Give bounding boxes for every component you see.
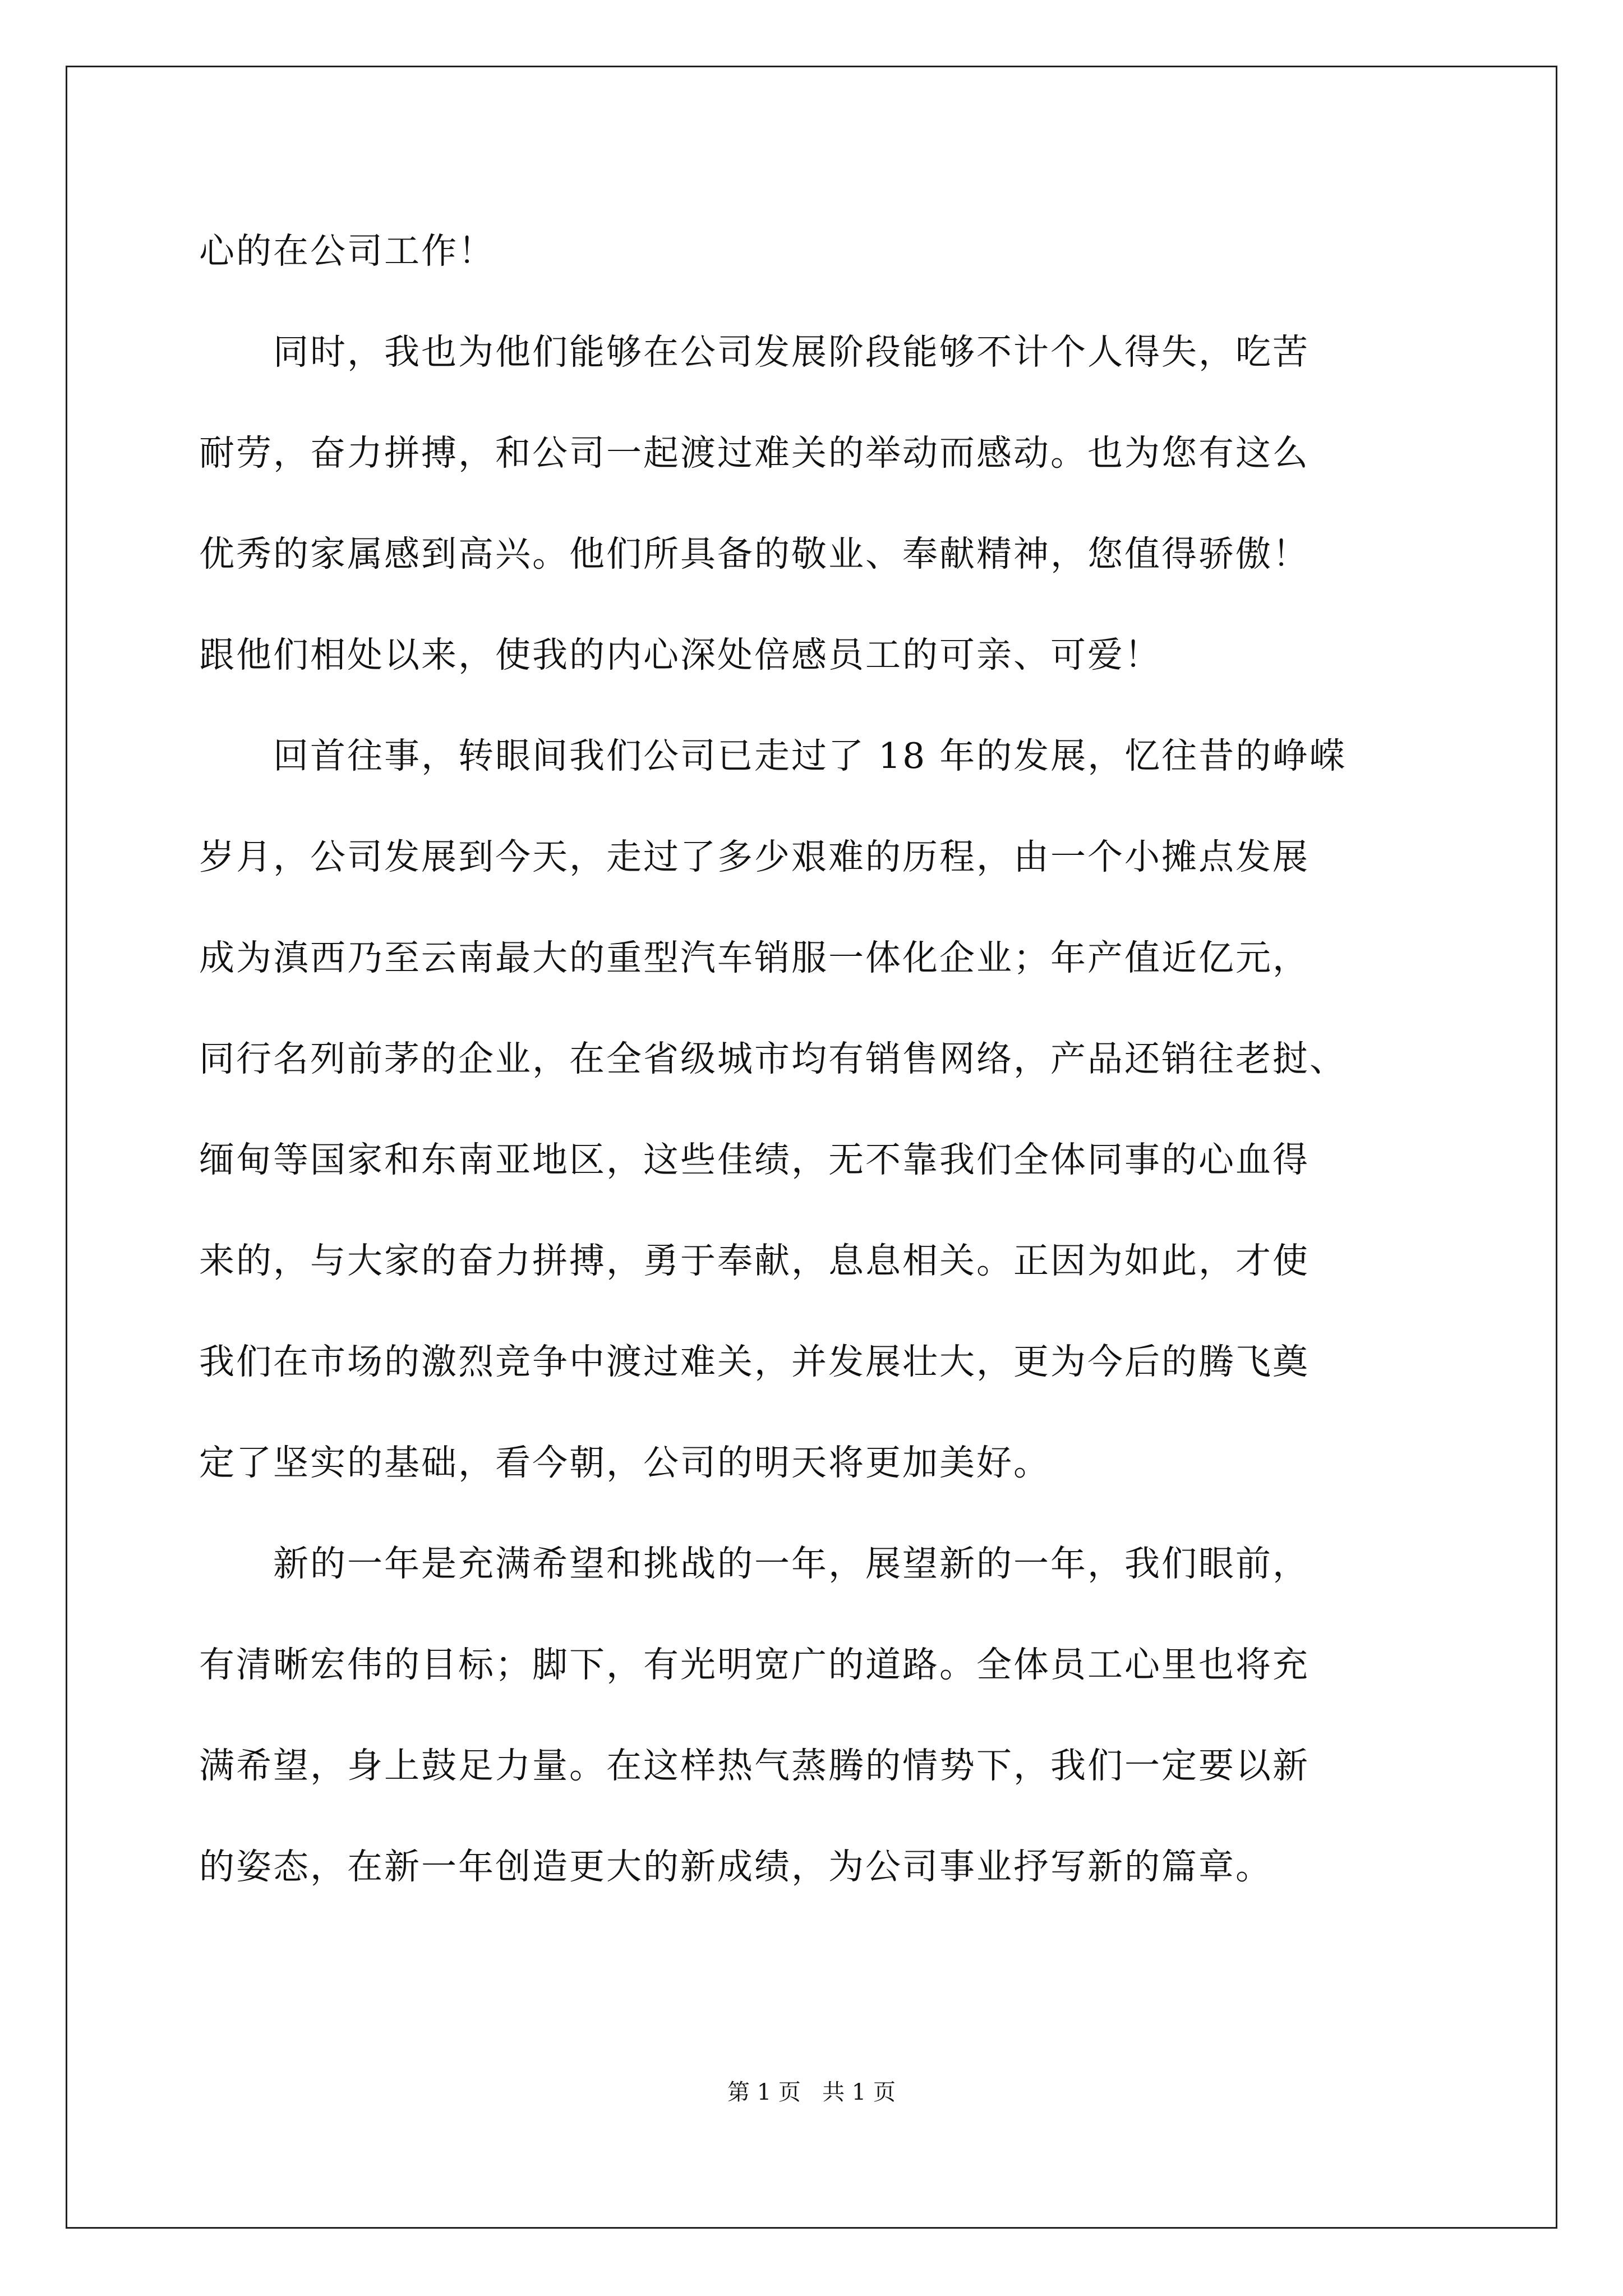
text-line: 来的，与大家的奋力拼搏，勇于奉献，息息相关。正因为如此，才使 xyxy=(199,1240,1310,1281)
text-line: 满希望，身上鼓足力量。在这样热气蒸腾的情势下，我们一定要以新 xyxy=(199,1745,1310,1786)
text-line: 岁月，公司发展到今天，走过了多少艰难的历程，由一个小摊点发展 xyxy=(199,836,1310,877)
text-line: 新的一年是充满希望和挑战的一年，展望新的一年，我们眼前， xyxy=(199,1543,1310,1584)
text-line: 同行名列前茅的企业，在全省级城市均有销售网络，产品还销往老挝、 xyxy=(199,1038,1347,1079)
text-line: 跟他们相处以来，使我的内心深处倍感员工的可亲、可爱！ xyxy=(199,634,1161,675)
text-line: 成为滇西乃至云南最大的重型汽车销服一体化企业；年产值近亿元， xyxy=(199,937,1310,978)
document-body xyxy=(199,201,1438,1917)
text-line: 同时，我也为他们能够在公司发展阶段能够不计个人得失，吃苦 xyxy=(199,332,1310,372)
text-line: 有清晰宏伟的目标；脚下，有光明宽广的道路。全体员工心里也将充 xyxy=(199,1644,1310,1685)
text-line: 定了坚实的基础，看今朝，公司的明天将更加美好。 xyxy=(199,1442,1050,1483)
text-line: 的姿态，在新一年创造更大的新成绩，为公司事业抒写新的篇章。 xyxy=(199,1846,1272,1887)
page-footer: 第 1 页 共 1 页 xyxy=(727,2079,896,2105)
text-line: 心的在公司工作！ xyxy=(199,231,495,272)
text-line: 缅甸等国家和东南亚地区，这些佳绩，无不靠我们全体同事的心血得 xyxy=(199,1139,1310,1180)
text-line: 耐劳，奋力拼搏，和公司一起渡过难关的举动而感动。也为您有这么 xyxy=(199,432,1310,473)
text-line: 我们在市场的激烈竞争中渡过难关，并发展壮大，更为今后的腾飞奠 xyxy=(199,1341,1310,1382)
text-line: 回首往事，转眼间我们公司已走过了 18 年的发展，忆往昔的峥嵘 xyxy=(199,735,1347,776)
text-line: 优秀的家属感到高兴。他们所具备的敬业、奉献精神，您值得骄傲！ xyxy=(199,533,1310,574)
